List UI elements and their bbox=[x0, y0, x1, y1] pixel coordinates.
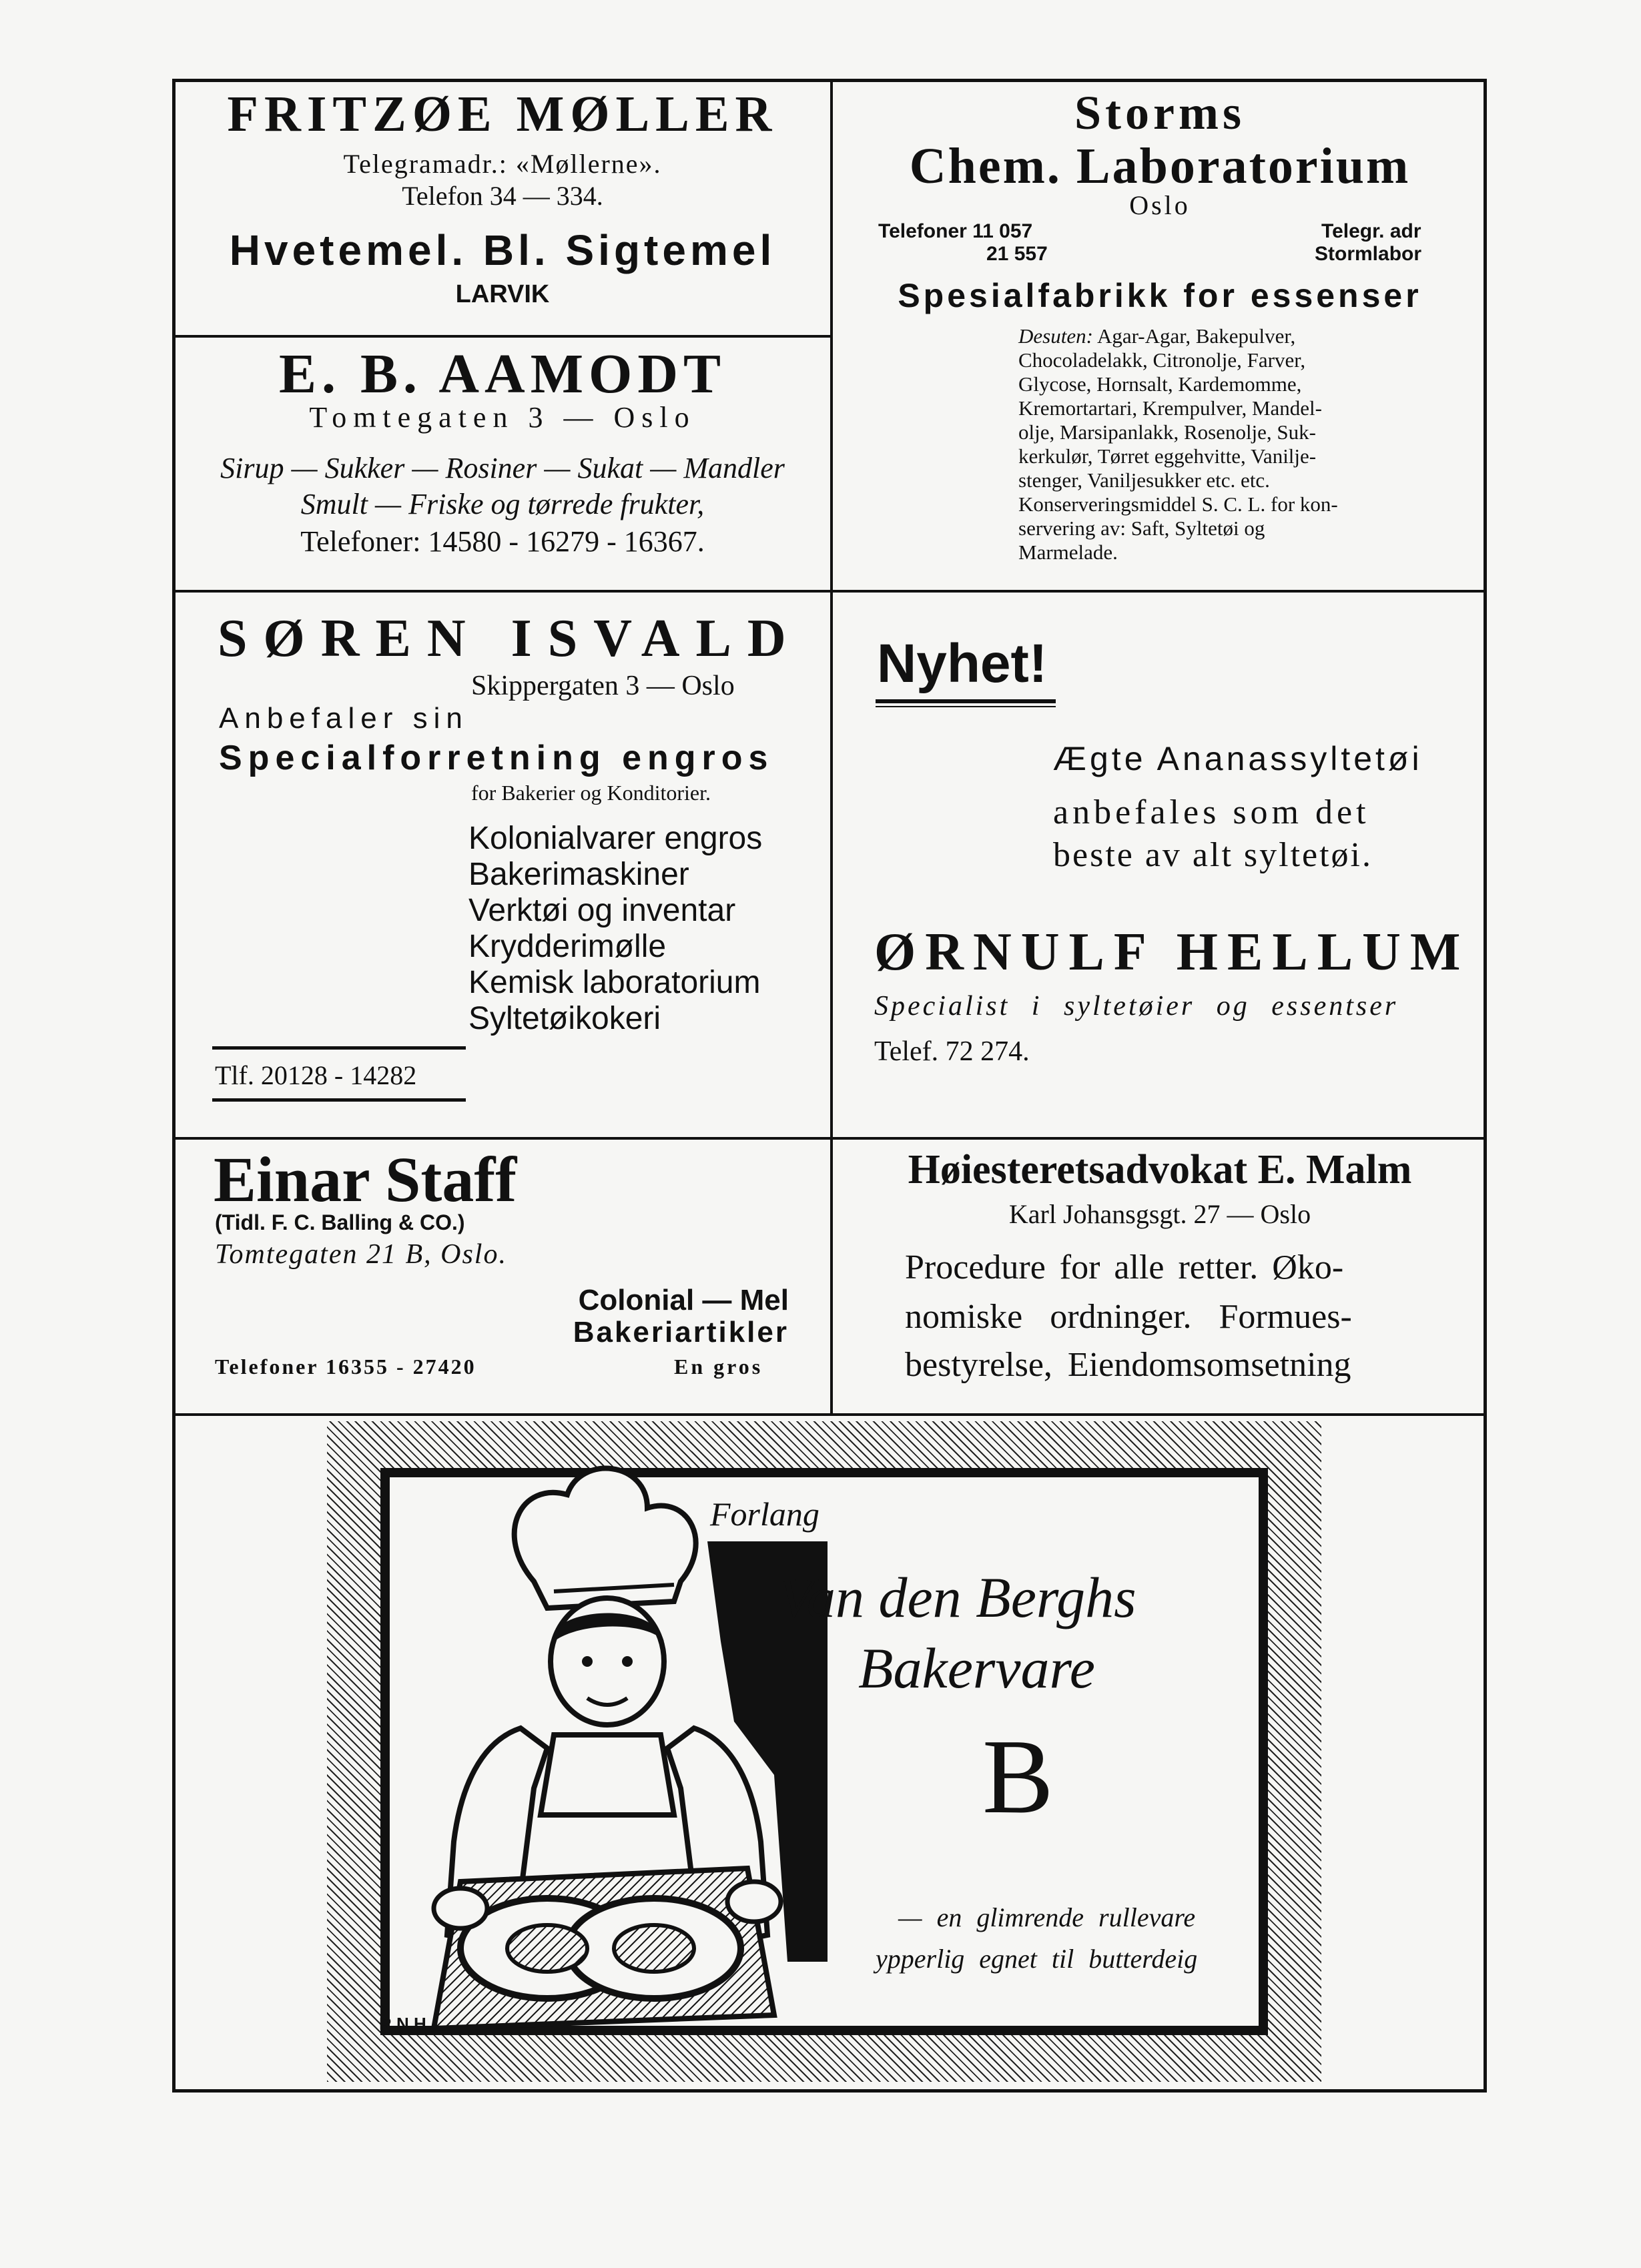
ad-forlang: Forlang bbox=[710, 1495, 819, 1533]
storms-phone-2: 21 557 bbox=[986, 243, 1048, 265]
malm-title: Høiesteretsadvokat E. Malm bbox=[908, 1147, 1412, 1192]
ad-signature: R.N.H. bbox=[379, 2014, 431, 2034]
storms-desc-line: Glycose, Hornsalt, Kardemomme, bbox=[1018, 372, 1302, 396]
aamodt-address: Tomtegaten 3 — Oslo bbox=[309, 401, 696, 434]
fritzoe-name: FRITZØE MØLLER bbox=[227, 86, 778, 142]
divider-left-1 bbox=[175, 335, 830, 338]
divider-vertical bbox=[830, 80, 833, 1415]
nyhet-underline bbox=[876, 699, 1056, 703]
malm-line-1: Procedure for alle retter. Øko- bbox=[905, 1248, 1344, 1286]
isvald-list bbox=[468, 821, 762, 1037]
isvald-rule-bottom bbox=[212, 1098, 466, 1102]
aamodt-name: E. B. AAMODT bbox=[278, 343, 727, 405]
hellum-line-1: Ægte Ananassyltetøi bbox=[1053, 740, 1423, 777]
ad-letter: B bbox=[982, 1717, 1054, 1836]
storms-desc-line: Kremortartari, Krempulver, Mandel- bbox=[1018, 396, 1322, 420]
storms-telegr-label: Telegr. adr bbox=[1321, 220, 1421, 242]
isvald-spec: Specialforretning engros bbox=[219, 739, 774, 777]
storms-desc-line: Desuten: Agar-Agar, Bakepulver, bbox=[1018, 324, 1296, 348]
list-item: Kolonialvarer engros bbox=[468, 821, 763, 856]
ad-brand-1: Van den Berghs bbox=[778, 1565, 1136, 1629]
storms-city: Oslo bbox=[1129, 190, 1191, 220]
malm-line-3: bestyrelse, Eiendomsomsetning bbox=[905, 1346, 1351, 1384]
hellum-line-3: beste av alt syltetøi. bbox=[1053, 836, 1373, 874]
list-item: Krydderimølle bbox=[468, 929, 667, 964]
staff-name: Einar Staff bbox=[214, 1144, 517, 1215]
divider-row-2 bbox=[175, 1137, 1486, 1140]
fritzoe-phone: Telefon 34 — 334. bbox=[402, 181, 603, 211]
staff-former: (Tidl. F. C. Balling & CO.) bbox=[215, 1210, 465, 1234]
staff-address: Tomtegaten 21 B, Oslo. bbox=[215, 1239, 507, 1270]
storms-name-1: Storms bbox=[1074, 86, 1245, 139]
storms-desc-line: kerkulør, Tørret eggehvitte, Vanilje- bbox=[1018, 444, 1317, 468]
storms-specialty: Spesialfabrikk for essenser bbox=[898, 277, 1422, 314]
divider-row-1 bbox=[175, 590, 1486, 593]
nyhet-underline-2 bbox=[876, 706, 1056, 707]
list-item: Kemisk laboratorium bbox=[468, 965, 761, 1000]
list-item: Syltetøikokeri bbox=[468, 1001, 661, 1036]
isvald-anbefaler: Anbefaler sin bbox=[219, 702, 468, 735]
malm-address: Karl Johansgsgt. 27 — Oslo bbox=[1008, 1199, 1311, 1229]
hellum-spec: Specialist i syltetøier og essentser bbox=[874, 991, 1399, 1022]
list-item: Verktøi og inventar bbox=[468, 893, 736, 928]
storms-desc-line: Marmelade. bbox=[1018, 540, 1118, 564]
aamodt-products-1: Sirup — Sukker — Rosiner — Sukat — Mandler bbox=[220, 452, 785, 484]
fritzoe-product: Hvetemel. Bl. Sigtemel bbox=[229, 226, 776, 274]
hellum-name: ØRNULF HELLUM bbox=[874, 923, 1470, 982]
aamodt-phones: Telefoner: 14580 - 16279 - 16367. bbox=[300, 525, 705, 558]
ad-tagline-1: — en glimrende rullevare bbox=[898, 1902, 1196, 1932]
fritzoe-city: LARVIK bbox=[455, 280, 550, 308]
storms-telegr: Stormlabor bbox=[1315, 243, 1422, 265]
malm-line-2: nomiske ordninger. Formues- bbox=[905, 1298, 1352, 1336]
baker-illustration bbox=[360, 1441, 828, 2055]
storms-desuten: Desuten: bbox=[1018, 324, 1093, 348]
staff-engros: En gros bbox=[674, 1355, 763, 1379]
list-item: Bakerimaskiner bbox=[468, 857, 689, 892]
ad-tagline-2: ypperlig egnet til butterdeig bbox=[876, 1944, 1198, 1974]
divider-row-3 bbox=[175, 1413, 1486, 1416]
hellum-phone: Telef. 72 274. bbox=[874, 1036, 1030, 1067]
isvald-address: Skippergaten 3 — Oslo bbox=[471, 671, 735, 701]
isvald-rule-top bbox=[212, 1046, 466, 1050]
isvald-phone: Tlf. 20128 - 14282 bbox=[215, 1060, 417, 1090]
storms-phone: Telefoner 11 057 bbox=[878, 220, 1033, 242]
hellum-line-2: anbefales som det bbox=[1053, 793, 1370, 831]
staff-phones: Telefoner 16355 - 27420 bbox=[215, 1355, 476, 1379]
aamodt-products-2: Smult — Friske og tørrede frukter, bbox=[300, 488, 705, 520]
storms-desc-line: olje, Marsipanlakk, Rosenolje, Suk- bbox=[1018, 420, 1316, 444]
storms-desc-line: Chocoladelakk, Citronolje, Farver, bbox=[1018, 348, 1306, 372]
isvald-for: for Bakerier og Konditorier. bbox=[471, 781, 711, 805]
staff-goods-1: Colonial — Mel bbox=[578, 1284, 789, 1316]
storms-name-2: Chem. Laboratorium bbox=[909, 138, 1411, 194]
ad-brand-2: Bakervare bbox=[858, 1636, 1095, 1700]
hellum-nyhet: Nyhet! bbox=[877, 633, 1048, 694]
staff-goods-2: Bakeriartikler bbox=[573, 1316, 789, 1349]
storms-desc-line: servering av: Saft, Syltetøi og bbox=[1018, 516, 1265, 540]
storms-description bbox=[1018, 324, 1452, 564]
storms-desc-line: Konserveringsmiddel S. C. L. for kon- bbox=[1018, 492, 1338, 516]
isvald-name: SØREN ISVALD bbox=[218, 609, 802, 668]
fritzoe-telegram: Telegramadr.: «Møllerne». bbox=[343, 149, 662, 179]
storms-desc-line: stenger, Vaniljesukker etc. etc. bbox=[1018, 468, 1270, 492]
